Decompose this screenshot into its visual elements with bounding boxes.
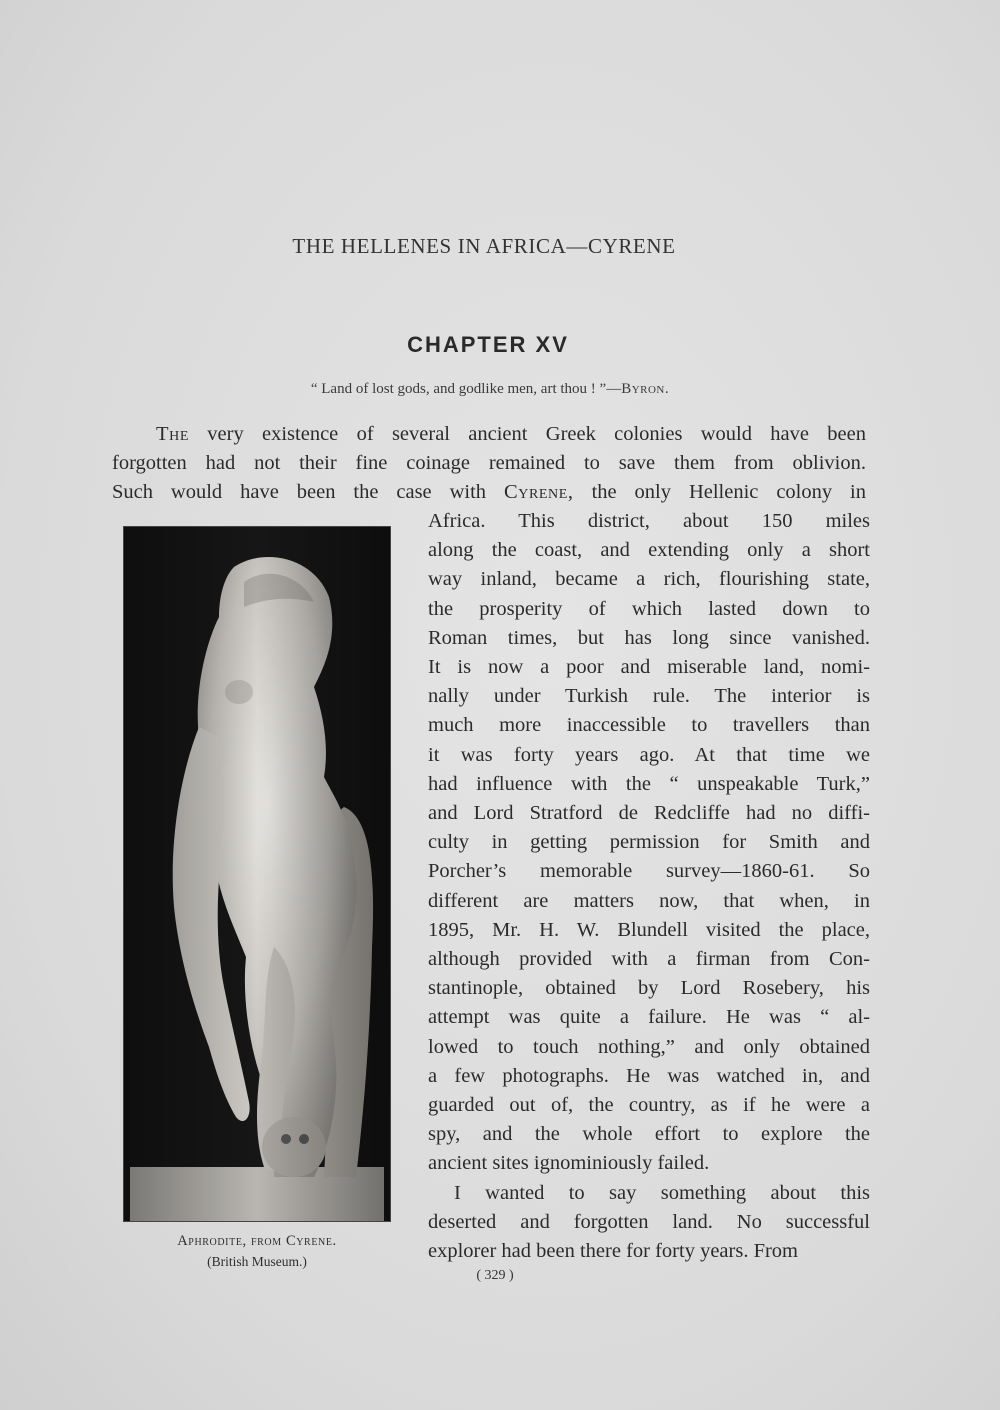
page-number: ( 329 ): [476, 1268, 514, 1283]
column-line: along the coast, and extending only a short: [428, 539, 870, 562]
column-line: culty in getting permission for Smith and: [428, 831, 870, 854]
column-line: stantinople, obtained by Lord Rosebery, his: [428, 977, 870, 1000]
column-line: although provided with a firman from Con-: [428, 948, 870, 970]
column-line: guarded out of, the country, as if he were a: [428, 1094, 870, 1116]
column-line: explorer had been there for forty years. From: [428, 1240, 798, 1262]
body-line: [156, 420, 866, 449]
column-line: way inland, became a rich, flourishing state,: [428, 568, 870, 591]
aphrodite-statue-image: [124, 527, 390, 1221]
epigraph-quote: “ Land of lost gods, and godlike men, art thou ! ”—: [310, 381, 622, 397]
column-line: I wanted to say something about this: [454, 1181, 870, 1204]
column-line: Roman times, but has long since vanished.: [428, 626, 870, 649]
column-line: Porcher’s memorable survey—1860-61. So: [428, 860, 870, 883]
column-line: different are matters now, that when, in: [428, 889, 870, 912]
body-line: forgotten had not their fine coinage remained to save them from oblivion.: [112, 452, 866, 474]
drop-word: The: [156, 423, 189, 445]
column-line: and Lord Stratford de Redcliffe had no diffi-: [428, 802, 870, 824]
figure-credit: (British Museum.): [207, 1254, 307, 1269]
column-line: Africa. This district, about 150 miles: [428, 510, 870, 532]
column-line: it was forty years ago. At that time we: [428, 743, 870, 766]
column-line: had influence with the “ unspeakable Turk,”: [428, 772, 870, 795]
column-line: a few photographs. He was watched in, and: [428, 1064, 870, 1087]
body-line: [112, 478, 866, 507]
column-line: ancient sites ignominiously failed.: [428, 1152, 710, 1175]
column-line: spy, and the whole effort to explore the: [428, 1123, 870, 1146]
column-line: deserted and forgotten land. No successful: [428, 1210, 870, 1233]
running-title: THE HELLENES IN AFRICA—CYRENE: [292, 234, 676, 258]
column-line: nally under Turkish rule. The interior is: [428, 685, 870, 708]
column-line: It is now a poor and miserable land, nomi-: [428, 656, 870, 678]
place-name: Cyrene,: [503, 481, 574, 503]
column-line: 1895, Mr. H. W. Blundell visited the place,: [428, 918, 870, 941]
body-line-text: the only Hellenic colony in: [573, 481, 866, 503]
statue-photograph: [123, 526, 391, 1222]
column-line: attempt was quite a failure. He was “ al-: [428, 1006, 870, 1029]
column-line: lowed to touch nothing,” and only obtained: [428, 1035, 870, 1058]
chapter-heading: CHAPTER XV: [407, 332, 569, 357]
figure-caption: Aphrodite, from Cyrene.: [177, 1233, 337, 1249]
column-line: the prosperity of which lasted down to: [428, 597, 870, 620]
body-line-text: Such would have been the case with: [112, 481, 504, 503]
epigraph: [0, 381, 980, 398]
epigraph-author: Byron.: [621, 381, 670, 397]
column-line: much more inaccessible to travellers than: [428, 714, 870, 737]
body-line-text: very existence of several ancient Greek colonies would have been: [188, 423, 866, 445]
